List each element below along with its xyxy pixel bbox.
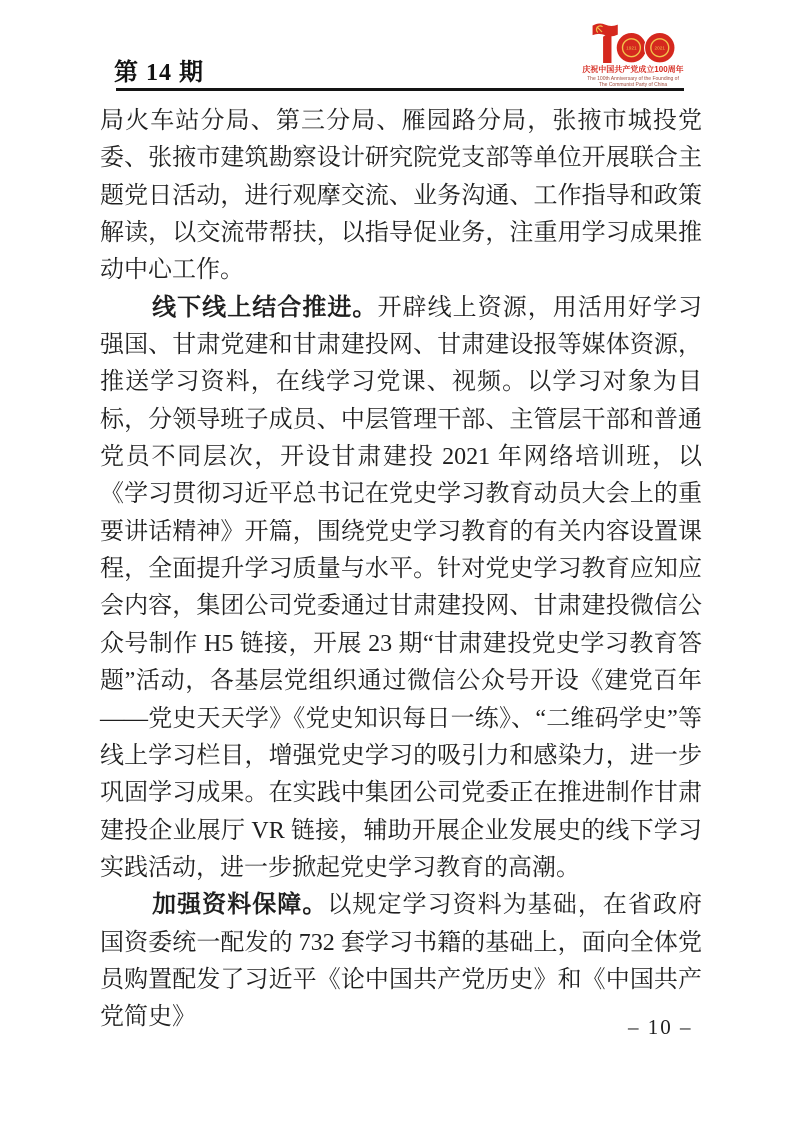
logo-caption-english: [578, 76, 688, 89]
paragraph-materials-support: [100, 887, 702, 1036]
issue-number-label: 第 14 期: [114, 60, 204, 86]
paragraph-text: 局火车站分局、第三分局、雁园路分局，张掖市城投党委、张掖市建筑勘察设计研究院党支部等单位开展联合主题党日活动，进行观摩交流、业务沟通、工作指导和政策解读，以交流带帮扶，以指导促业务，注重用学习成果推动中心工作。: [100, 108, 702, 284]
paragraph-continuation: [100, 103, 702, 290]
anniversary-100-emblem-icon: [589, 22, 677, 64]
paragraph-online-offline: [100, 290, 702, 888]
page-number: – 10 –: [628, 1015, 693, 1039]
numeral-one: [603, 31, 611, 63]
logo-caption-english-line1: The 100th Anniversary of the Founding of: [587, 76, 679, 82]
logo-caption-chinese: 庆祝中国共产党成立100周年: [582, 65, 684, 74]
document-body: [100, 103, 702, 1037]
year-1921: 1921: [626, 46, 637, 52]
cpc-100th-anniversary-logo: [578, 22, 688, 89]
logo-caption-english-line2: The Communist Party of China: [598, 82, 668, 89]
paragraph-text: 开辟线上资源，用活用好学习强国、甘肃党建和甘肃建投网、甘肃建设报等媒体资源，推送学习资料，在线学习党课、视频。以学习对象为目标，分领导班子成员、中层管理干部、主管层干部和普通党员不同层次，开设甘肃建投 2021 年网络培训班，以《学习贯彻习近平总书记在党史学习教育动员大会上的重要讲话精神》开篇，围绕党史学习教育的有关内容设置课程，全面提升学习质量与水平。针对党史学习教育应知应会内容，集团公司党委通过甘肃建投网、甘肃建投微信公众号制作 H5 链接，开展 23 期“甘肃建投党史学习教育答题”活动，各基层党组织通过微信公众号开设《建党百年——党史天天学》《党史知识每日一练》、“二维码学史”等线上学习栏目，增强党史学习的吸引力和感染力，进一步巩固学习成果。在实践中集团公司党委正在推进制作甘肃建投企业展厅 VR 链接，辅助开展企业发展史的线下学习实践活动，进一步掀起党史学习教育的高潮。: [100, 294, 703, 881]
paragraph-lead-bold: 加强资料保障。: [152, 892, 328, 919]
paragraph-text: 以规定学习资料为基础，在省政府国资委统一配发的 732 套学习书籍的基础上，面向全体党员购置配发了习近平《论中国共产党历史》和《中国共产党简史》: [100, 892, 703, 1031]
paragraph-lead-bold: 线下线上结合推进。: [152, 294, 378, 321]
year-2021: 2021: [654, 46, 666, 52]
header-rule-line: [116, 88, 684, 91]
